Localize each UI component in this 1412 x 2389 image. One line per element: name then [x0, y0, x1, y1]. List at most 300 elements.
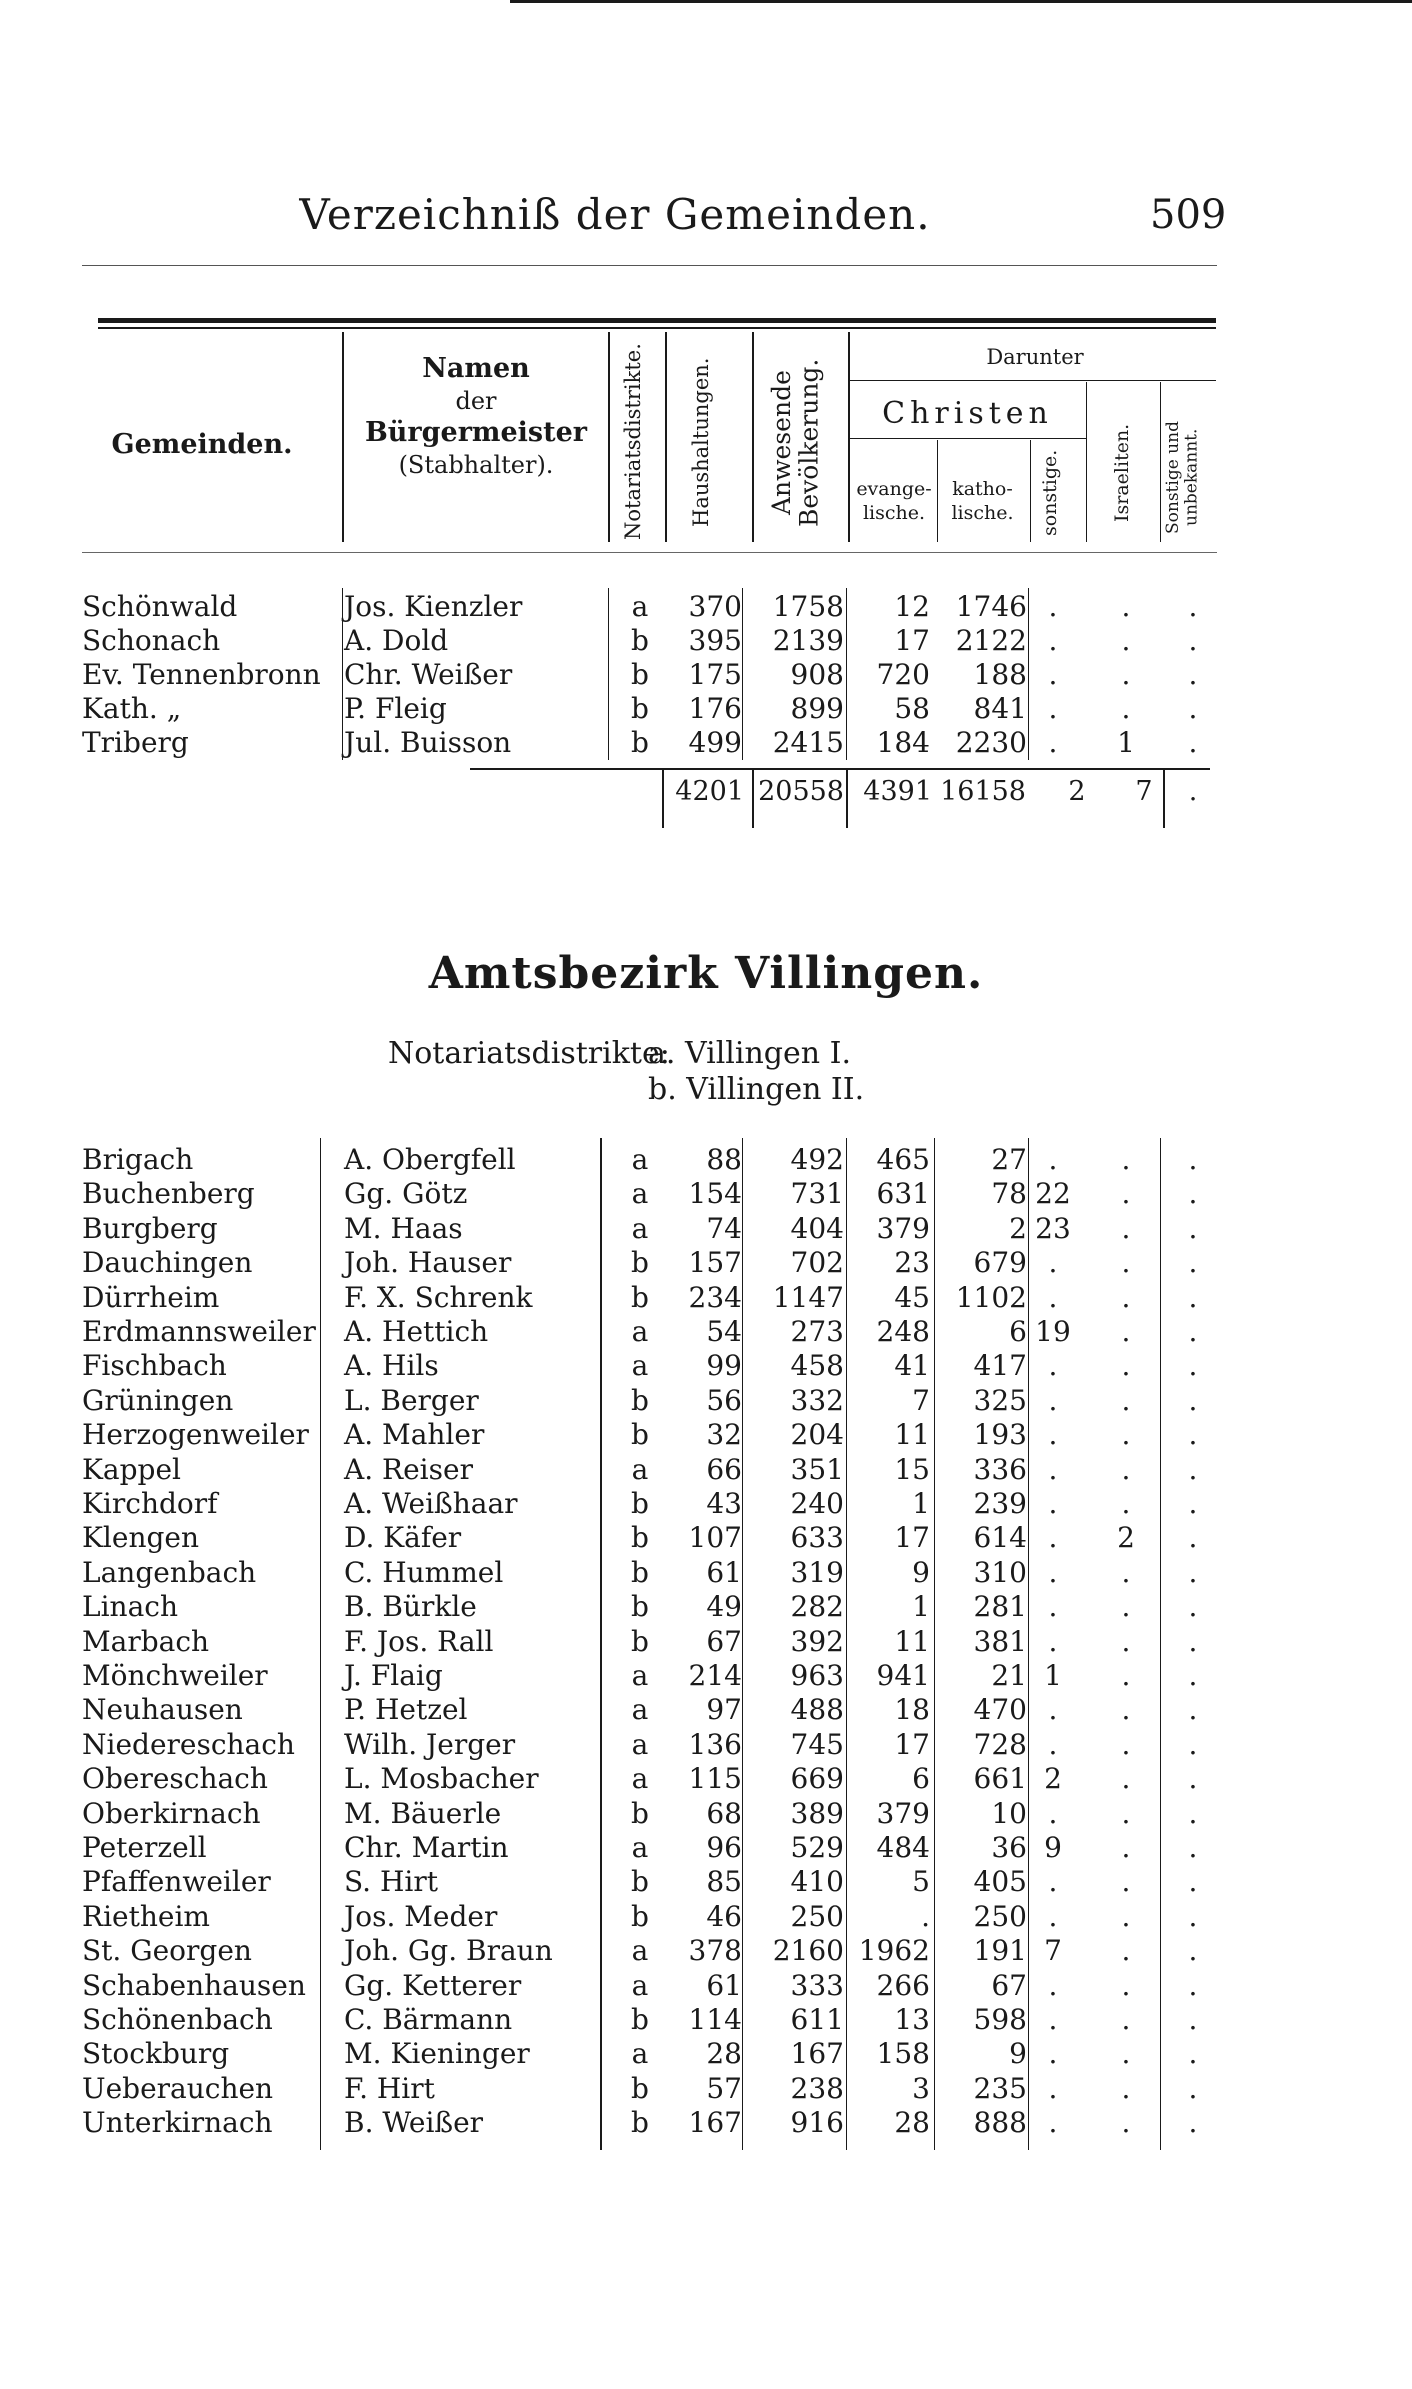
table-row [0, 624, 1412, 658]
row-district: b [631, 1865, 649, 1898]
row-households: 56 [706, 1384, 742, 1417]
row-mayor: F. Jos. Rall [344, 1625, 494, 1658]
row-evangelical: 45 [894, 1281, 930, 1314]
col-evangelisch-2: lische. [862, 501, 926, 524]
row-unknown: . [1188, 726, 1198, 759]
row-israelites: . [1121, 1418, 1131, 1451]
row-catholic: 310 [973, 1556, 1027, 1589]
table-row [0, 1659, 1412, 1693]
row-name: St. Georgen [82, 1934, 252, 1967]
row-evangelical: 9 [912, 1556, 930, 1589]
row-unknown: . [1188, 1556, 1198, 1589]
row-other-christian: 23 [1035, 1212, 1071, 1245]
row-mayor: P. Hetzel [344, 1693, 468, 1726]
row-unknown: . [1188, 590, 1198, 623]
row-israelites: . [1121, 1384, 1131, 1417]
row-district: a [631, 1212, 649, 1245]
row-israelites: . [1121, 1625, 1131, 1658]
col-unbekannt-2: unbekannt. [1181, 428, 1202, 527]
col-israeliten: Israeliten. [1111, 423, 1133, 522]
header-vline [608, 332, 610, 542]
total-population: 20558 [758, 776, 844, 807]
row-population: 458 [790, 1349, 844, 1382]
row-other-christian: 22 [1035, 1177, 1071, 1210]
row-israelites: . [1121, 1659, 1131, 1692]
row-households: 136 [688, 1728, 742, 1761]
row-unknown: . [1188, 1384, 1198, 1417]
total-catholic: 16158 [940, 776, 1026, 807]
column-line [1028, 588, 1029, 760]
row-israelites: . [1121, 1487, 1131, 1520]
row-catholic: 470 [973, 1693, 1027, 1726]
row-evangelical: 17 [894, 1521, 930, 1554]
row-households: 68 [706, 1797, 742, 1830]
row-israelites: . [1121, 1831, 1131, 1864]
row-mayor: F. Hirt [344, 2072, 435, 2105]
total-other-christian: 2 [1068, 776, 1086, 807]
row-unknown: . [1188, 1212, 1198, 1245]
row-district: a [631, 590, 649, 623]
row-unknown: . [1188, 1315, 1198, 1348]
row-population: 731 [790, 1177, 844, 1210]
row-district: b [631, 1246, 649, 1279]
row-mayor: Gg. Götz [344, 1177, 468, 1210]
row-district: a [631, 1349, 649, 1382]
row-catholic: 417 [973, 1349, 1027, 1382]
table-top-rule-thin [98, 327, 1216, 329]
row-israelites: . [1121, 2003, 1131, 2036]
row-name: Kirchdorf [82, 1487, 218, 1520]
row-catholic: 1746 [955, 590, 1027, 623]
row-other-christian: . [1048, 1521, 1058, 1554]
row-other-christian: . [1048, 1143, 1058, 1176]
row-mayor: A. Hettich [344, 1315, 489, 1348]
row-unknown: . [1188, 2072, 1198, 2105]
table-row [0, 1625, 1412, 1659]
row-israelites: . [1121, 1212, 1131, 1245]
row-households: 157 [688, 1246, 742, 1279]
row-mayor: Jul. Buisson [344, 726, 512, 759]
row-households: 88 [706, 1143, 742, 1176]
total-unknown: . [1188, 776, 1198, 807]
row-name: Kath. „ [82, 692, 182, 725]
header-hline [850, 380, 1216, 381]
row-other-christian: . [1048, 1487, 1058, 1520]
row-other-christian: . [1048, 624, 1058, 657]
row-other-christian: . [1048, 2037, 1058, 2070]
row-district: a [631, 1659, 649, 1692]
row-district: b [631, 2106, 649, 2139]
row-unknown: . [1188, 1487, 1198, 1520]
row-other-christian: 19 [1035, 1315, 1071, 1348]
table-top-rule-thick [98, 318, 1216, 323]
row-name: Pfaffenweiler [82, 1865, 271, 1898]
row-catholic: 67 [991, 1969, 1027, 2002]
row-mayor: B. Bürkle [344, 1590, 477, 1623]
row-evangelical: 28 [894, 2106, 930, 2139]
row-households: 57 [706, 2072, 742, 2105]
row-households: 32 [706, 1418, 742, 1451]
row-population: 392 [790, 1625, 844, 1658]
row-unknown: . [1188, 1969, 1198, 2002]
row-district: b [631, 1900, 649, 1933]
row-population: 410 [790, 1865, 844, 1898]
row-evangelical: . [921, 1900, 930, 1933]
row-other-christian: . [1048, 2072, 1058, 2105]
row-mayor: B. Weißer [344, 2106, 484, 2139]
row-households: 61 [706, 1556, 742, 1589]
row-households: 49 [706, 1590, 742, 1623]
row-israelites: 2 [1117, 1521, 1135, 1554]
row-unknown: . [1188, 1831, 1198, 1864]
row-israelites: . [1121, 590, 1131, 623]
row-mayor: A. Reiser [344, 1453, 473, 1486]
notariat-district-a: a. Villingen I. [648, 1036, 851, 1071]
row-israelites: . [1121, 1315, 1131, 1348]
table-row [0, 1384, 1412, 1418]
row-name: Grüningen [82, 1384, 234, 1417]
table-row [0, 1865, 1412, 1899]
row-name: Schabenhausen [82, 1969, 306, 2002]
row-evangelical: 18 [894, 1693, 930, 1726]
table-row [0, 2106, 1412, 2140]
row-population: 1758 [772, 590, 844, 623]
row-israelites: . [1121, 624, 1131, 657]
row-other-christian: . [1048, 1384, 1058, 1417]
row-catholic: 661 [973, 1762, 1027, 1795]
row-name: Unterkirnach [82, 2106, 273, 2139]
row-catholic: 239 [973, 1487, 1027, 1520]
table-row [0, 1762, 1412, 1796]
row-evangelical: 1 [912, 1487, 930, 1520]
row-mayor: Wilh. Jerger [344, 1728, 516, 1761]
row-unknown: . [1188, 692, 1198, 725]
header-vline [937, 440, 938, 542]
row-mayor: Joh. Gg. Braun [344, 1934, 553, 1967]
row-evangelical: 41 [894, 1349, 930, 1382]
row-mayor: S. Hirt [344, 1865, 438, 1898]
row-evangelical: 11 [894, 1418, 930, 1451]
col-christen: Christen [882, 396, 1053, 431]
table-row [0, 1246, 1412, 1280]
row-israelites: . [1121, 1969, 1131, 2002]
row-name: Schönenbach [82, 2003, 273, 2036]
row-district: b [631, 726, 649, 759]
row-district: a [631, 1315, 649, 1348]
header-bottom-rule [82, 552, 1217, 553]
row-population: 250 [790, 1900, 844, 1933]
row-mayor: L. Berger [344, 1384, 479, 1417]
row-name: Dauchingen [82, 1246, 253, 1279]
row-mayor: A. Hils [344, 1349, 439, 1382]
row-unknown: . [1188, 1934, 1198, 1967]
row-district: a [631, 1831, 649, 1864]
row-unknown: . [1188, 1521, 1198, 1554]
row-israelites: . [1121, 2037, 1131, 2070]
row-name: Oberkirnach [82, 1797, 261, 1830]
row-evangelical: 631 [876, 1177, 930, 1210]
row-unknown: . [1188, 1418, 1198, 1451]
row-name: Kappel [82, 1453, 181, 1486]
row-israelites: . [1121, 1728, 1131, 1761]
row-households: 154 [688, 1177, 742, 1210]
row-evangelical: 12 [894, 590, 930, 623]
row-mayor: Gg. Ketterer [344, 1969, 522, 2002]
table-row [0, 1969, 1412, 2003]
row-unknown: . [1188, 1625, 1198, 1658]
col-evangelisch-1: evange- [856, 478, 932, 500]
row-name: Brigach [82, 1143, 194, 1176]
row-other-christian: 2 [1044, 1762, 1062, 1795]
row-evangelical: 15 [894, 1453, 930, 1486]
row-name: Herzogenweiler [82, 1418, 309, 1451]
row-other-christian: . [1048, 658, 1058, 691]
table-row [0, 1693, 1412, 1727]
row-population: 529 [790, 1831, 844, 1864]
row-evangelical: 3 [912, 2072, 930, 2105]
row-catholic: 888 [973, 2106, 1027, 2139]
table-row [0, 1728, 1412, 1762]
row-population: 332 [790, 1384, 844, 1417]
row-population: 899 [790, 692, 844, 725]
row-name: Niedereschach [82, 1728, 295, 1761]
table-row [0, 1315, 1412, 1349]
row-israelites: . [1121, 1556, 1131, 1589]
row-name: Rietheim [82, 1900, 210, 1933]
row-other-christian: . [1048, 1797, 1058, 1830]
row-israelites: . [1121, 692, 1131, 725]
row-households: 61 [706, 1969, 742, 2002]
row-population: 611 [790, 2003, 844, 2036]
row-population: 240 [790, 1487, 844, 1520]
row-israelites: . [1121, 1693, 1131, 1726]
row-israelites: . [1121, 658, 1131, 691]
row-population: 333 [790, 1969, 844, 2002]
row-unknown: . [1188, 1659, 1198, 1692]
row-unknown: . [1188, 1143, 1198, 1176]
row-catholic: 614 [973, 1521, 1027, 1554]
table-row [0, 1831, 1412, 1865]
row-other-christian: . [1048, 1349, 1058, 1382]
row-mayor: F. X. Schrenk [344, 1281, 533, 1314]
totals-vline [1163, 768, 1165, 828]
row-mayor: M. Kieninger [344, 2037, 530, 2070]
row-israelites: . [1121, 1590, 1131, 1623]
row-population: 167 [790, 2037, 844, 2070]
row-households: 54 [706, 1315, 742, 1348]
row-other-christian: . [1048, 590, 1058, 623]
table-row [0, 1521, 1412, 1555]
row-mayor: Jos. Kienzler [344, 590, 523, 623]
row-catholic: 6 [1009, 1315, 1027, 1348]
row-israelites: . [1121, 1177, 1131, 1210]
row-mayor: D. Käfer [344, 1521, 462, 1554]
row-population: 702 [790, 1246, 844, 1279]
row-evangelical: 1 [912, 1590, 930, 1623]
row-other-christian: . [1048, 1969, 1058, 2002]
column-line [342, 588, 343, 760]
row-population: 492 [790, 1143, 844, 1176]
table-row [0, 2003, 1412, 2037]
row-name: Stockburg [82, 2037, 230, 2070]
table-row [0, 1281, 1412, 1315]
row-name: Triberg [82, 726, 189, 759]
row-mayor: M. Haas [344, 1212, 463, 1245]
total-evangelical: 4391 [863, 776, 932, 807]
row-district: a [631, 1728, 649, 1761]
row-catholic: 235 [973, 2072, 1027, 2105]
page-title: Verzeichniß der Gemeinden. [299, 190, 931, 239]
col-mayor-line1: Namen [422, 353, 530, 384]
row-district: b [631, 1418, 649, 1451]
row-district: b [631, 1521, 649, 1554]
row-district: b [631, 1281, 649, 1314]
col-sonstige: sonstige. [1039, 449, 1061, 536]
row-catholic: 188 [973, 658, 1027, 691]
row-households: 28 [706, 2037, 742, 2070]
row-mayor: A. Dold [344, 624, 449, 657]
row-evangelical: 465 [876, 1143, 930, 1176]
row-evangelical: 17 [894, 1728, 930, 1761]
totals-rule [470, 768, 1210, 770]
table-row [0, 1900, 1412, 1934]
col-katholisch [940, 478, 1025, 526]
row-other-christian: 1 [1044, 1659, 1062, 1692]
column-line [846, 588, 847, 760]
row-unknown: . [1188, 1281, 1198, 1314]
row-unknown: . [1188, 1797, 1198, 1830]
table-row [0, 1453, 1412, 1487]
row-other-christian: . [1048, 1281, 1058, 1314]
col-bevoelkerung-1: Anwesende [767, 370, 796, 515]
row-israelites: . [1121, 1143, 1131, 1176]
row-mayor: C. Bärmann [344, 2003, 513, 2036]
col-bevoelkerung-2: Bevölkerung. [794, 358, 824, 527]
row-israelites: . [1121, 1453, 1131, 1486]
row-israelites: . [1121, 1797, 1131, 1830]
totals-vline [846, 768, 848, 828]
row-evangelical: 17 [894, 624, 930, 657]
row-other-christian: . [1048, 1900, 1058, 1933]
row-households: 114 [688, 2003, 742, 2036]
header-vline [752, 332, 754, 542]
header-rule [82, 265, 1217, 266]
row-district: b [631, 624, 649, 657]
row-evangelical: 5 [912, 1865, 930, 1898]
row-name: Buchenberg [82, 1177, 255, 1210]
row-catholic: 325 [973, 1384, 1027, 1417]
row-unknown: . [1188, 1590, 1198, 1623]
row-unknown: . [1188, 2106, 1198, 2139]
row-mayor: P. Fleig [344, 692, 447, 725]
row-unknown: . [1188, 1693, 1198, 1726]
row-population: 633 [790, 1521, 844, 1554]
row-district: a [631, 1453, 649, 1486]
row-households: 99 [706, 1349, 742, 1382]
header-vline [1160, 382, 1161, 542]
row-population: 204 [790, 1418, 844, 1451]
row-evangelical: 248 [876, 1315, 930, 1348]
row-catholic: 728 [973, 1728, 1027, 1761]
table-row [0, 1418, 1412, 1452]
row-unknown: . [1188, 1246, 1198, 1279]
row-catholic: 10 [991, 1797, 1027, 1830]
header-vline [665, 332, 667, 542]
row-population: 351 [790, 1453, 844, 1486]
page-number: 509 [1150, 192, 1227, 238]
table-row [0, 1590, 1412, 1624]
row-district: b [631, 1797, 649, 1830]
row-evangelical: 158 [876, 2037, 930, 2070]
col-unbekannt [1164, 390, 1212, 565]
row-unknown: . [1188, 1177, 1198, 1210]
row-population: 238 [790, 2072, 844, 2105]
row-households: 499 [688, 726, 742, 759]
row-israelites: . [1121, 2106, 1131, 2139]
row-evangelical: 379 [876, 1797, 930, 1830]
row-catholic: 2 [1009, 1212, 1027, 1245]
row-district: a [631, 1969, 649, 2002]
row-other-christian: . [1048, 1865, 1058, 1898]
row-name: Fischbach [82, 1349, 227, 1382]
row-households: 85 [706, 1865, 742, 1898]
row-name: Ueberauchen [82, 2072, 274, 2105]
table-row [0, 658, 1412, 692]
row-population: 908 [790, 658, 844, 691]
row-households: 167 [688, 2106, 742, 2139]
row-name: Burgberg [82, 1212, 218, 1245]
row-israelites: . [1121, 1934, 1131, 1967]
row-households: 176 [688, 692, 742, 725]
row-catholic: 405 [973, 1865, 1027, 1898]
col-mayor-line2: der [455, 386, 497, 415]
notariat-district-b: b. Villingen II. [648, 1072, 865, 1107]
row-name: Dürrheim [82, 1281, 220, 1314]
row-catholic: 598 [973, 2003, 1027, 2036]
row-name: Erdmannsweiler [82, 1315, 316, 1348]
row-other-christian: 9 [1044, 1831, 1062, 1864]
row-unknown: . [1188, 1728, 1198, 1761]
row-evangelical: 13 [894, 2003, 930, 2036]
table-row [0, 1556, 1412, 1590]
notariat-label: Notariatsdistrikte: [388, 1036, 670, 1071]
row-name: Peterzell [82, 1831, 207, 1864]
row-mayor: Chr. Weißer [344, 658, 513, 691]
row-district: a [631, 1934, 649, 1967]
row-mayor: M. Bäuerle [344, 1797, 502, 1830]
col-bevoelkerung [768, 345, 828, 540]
col-unbekannt-1: Sonstige und [1163, 421, 1183, 534]
row-population: 488 [790, 1693, 844, 1726]
row-population: 745 [790, 1728, 844, 1761]
row-population: 282 [790, 1590, 844, 1623]
page-top-rule [510, 0, 1412, 3]
row-name: Obereschach [82, 1762, 268, 1795]
row-unknown: . [1188, 1762, 1198, 1795]
table-row [0, 1349, 1412, 1383]
row-other-christian: . [1048, 1556, 1058, 1589]
row-district: b [631, 658, 649, 691]
row-evangelical: 1962 [858, 1934, 930, 1967]
row-catholic: 36 [991, 1831, 1027, 1864]
row-households: 395 [688, 624, 742, 657]
row-district: a [631, 1693, 649, 1726]
row-other-christian: . [1048, 2106, 1058, 2139]
row-mayor: A. Weißhaar [344, 1487, 518, 1520]
row-name: Neuhausen [82, 1693, 243, 1726]
row-mayor: A. Mahler [344, 1418, 485, 1451]
row-population: 319 [790, 1556, 844, 1589]
